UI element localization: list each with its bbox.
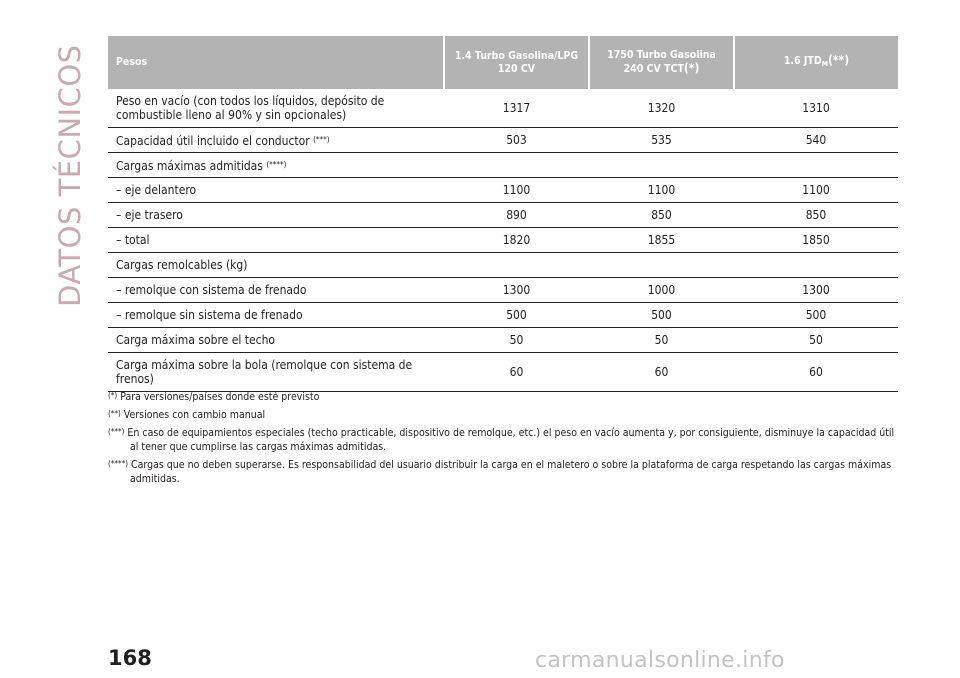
- row-label-text: Cargas máximas admitidas: [116, 158, 263, 173]
- row-value: 500: [589, 303, 734, 328]
- row-label: Carga máxima sobre la bola (remolque con sistema de frenos): [108, 353, 444, 392]
- table-header-row: [108, 36, 898, 89]
- row-label-mark: (***): [313, 134, 330, 144]
- table-row: [108, 153, 898, 178]
- row-value: 850: [734, 203, 898, 228]
- row-value: 1320: [589, 89, 734, 128]
- row-label: [108, 153, 444, 178]
- footnote-text: Para versiones/países donde esté previsto: [117, 391, 320, 403]
- row-label: Carga máxima sobre el techo: [108, 328, 444, 353]
- row-label: – remolque con sistema de frenado: [108, 278, 444, 303]
- row-value: [734, 153, 898, 178]
- row-value: 890: [444, 203, 589, 228]
- header-1750-turbo: [589, 36, 734, 89]
- row-value: 1850: [734, 228, 898, 253]
- header-16-jtdm-mark: (**): [827, 53, 850, 67]
- row-label: – eje trasero: [108, 203, 444, 228]
- footnote-mark: (*): [108, 391, 118, 400]
- row-value: 1310: [734, 89, 898, 128]
- table-row: [108, 128, 898, 153]
- row-value: 850: [589, 203, 734, 228]
- row-value: 535: [589, 128, 734, 153]
- row-value: 1820: [444, 228, 589, 253]
- footnote-text: Cargas que no deben superarse. Es responsabilidad del usuario distribuir la carga en el maletero o sobre la plataforma de carga respetando las cargas máximas admitidas.: [128, 459, 892, 485]
- table-row: [108, 253, 898, 278]
- section-title: DATOS TÉCNICOS: [53, 44, 87, 307]
- row-value: [734, 253, 898, 278]
- header-16-jtdm-sub: M: [821, 60, 828, 68]
- footnotes: [108, 389, 898, 489]
- row-value: 60: [444, 353, 589, 392]
- table-row: [108, 203, 898, 228]
- footnote-text: En caso de equipamientos especiales (techo practicable, dispositivo de remolque, etc.) el peso en vacío aumenta y, por consiguiente, disminuye la capacidad útil al tener que cumplirse las cargas máximas admitidas.: [124, 427, 895, 453]
- row-value: 540: [734, 128, 898, 153]
- row-label: Peso en vacío (con todos los líquidos, depósito de combustible lleno al 90% y sin opcionales): [108, 89, 444, 128]
- footnote-mark: (****): [108, 459, 129, 468]
- row-value: 1300: [444, 278, 589, 303]
- row-label: – total: [108, 228, 444, 253]
- footnote: [108, 425, 898, 454]
- row-value: 60: [589, 353, 734, 392]
- header-14-turbo-line1: 1.4 Turbo Gasolina/LPG: [454, 49, 579, 62]
- row-value: [589, 153, 734, 178]
- header-1750-turbo-line2: 240 CV TCT: [623, 63, 684, 75]
- row-label: – remolque sin sistema de frenado: [108, 303, 444, 328]
- table-row: [108, 353, 898, 392]
- header-pesos: Pesos: [108, 36, 444, 89]
- header-14-turbo: [444, 36, 589, 89]
- row-value: 1317: [444, 89, 589, 128]
- row-label: Cargas remolcables (kg): [108, 253, 444, 278]
- footnote: [108, 457, 898, 486]
- weights-table: [108, 36, 898, 392]
- row-value: 1100: [589, 178, 734, 203]
- header-16-jtdm-main: 1.6 JTD: [783, 55, 822, 67]
- footnote: [108, 407, 898, 422]
- row-label-mark: (****): [266, 159, 287, 169]
- row-value: 50: [734, 328, 898, 353]
- row-value: 60: [734, 353, 898, 392]
- table-row: [108, 178, 898, 203]
- footnote-mark: (**): [108, 409, 121, 418]
- footnote-text: Versiones con cambio manual: [120, 409, 266, 421]
- row-label: [108, 128, 444, 153]
- table-row: [108, 278, 898, 303]
- table-row: [108, 328, 898, 353]
- row-value: [589, 253, 734, 278]
- table-row: [108, 303, 898, 328]
- row-label: – eje delantero: [108, 178, 444, 203]
- footnote-mark: (***): [108, 427, 125, 436]
- footnote: [108, 389, 898, 404]
- table-row: [108, 228, 898, 253]
- row-value: 1100: [734, 178, 898, 203]
- header-16-jtdm: [734, 36, 898, 89]
- header-1750-turbo-line1: 1750 Turbo Gasolina: [607, 49, 716, 61]
- row-value: 1000: [589, 278, 734, 303]
- row-value: 1300: [734, 278, 898, 303]
- table-row: [108, 89, 898, 128]
- row-value: 500: [734, 303, 898, 328]
- row-value: 50: [444, 328, 589, 353]
- row-label-text: Capacidad útil incluido el conductor: [116, 133, 310, 148]
- row-value: 1100: [444, 178, 589, 203]
- row-value: [444, 253, 589, 278]
- header-14-turbo-line2: 120 CV: [497, 62, 536, 75]
- row-value: [444, 153, 589, 178]
- row-value: 50: [589, 328, 734, 353]
- row-value: 503: [444, 128, 589, 153]
- page-number: 168: [108, 646, 152, 670]
- watermark: carmanualsonline.info: [535, 648, 785, 673]
- row-value: 500: [444, 303, 589, 328]
- row-value: 1855: [589, 228, 734, 253]
- header-1750-turbo-mark: (*): [683, 61, 700, 75]
